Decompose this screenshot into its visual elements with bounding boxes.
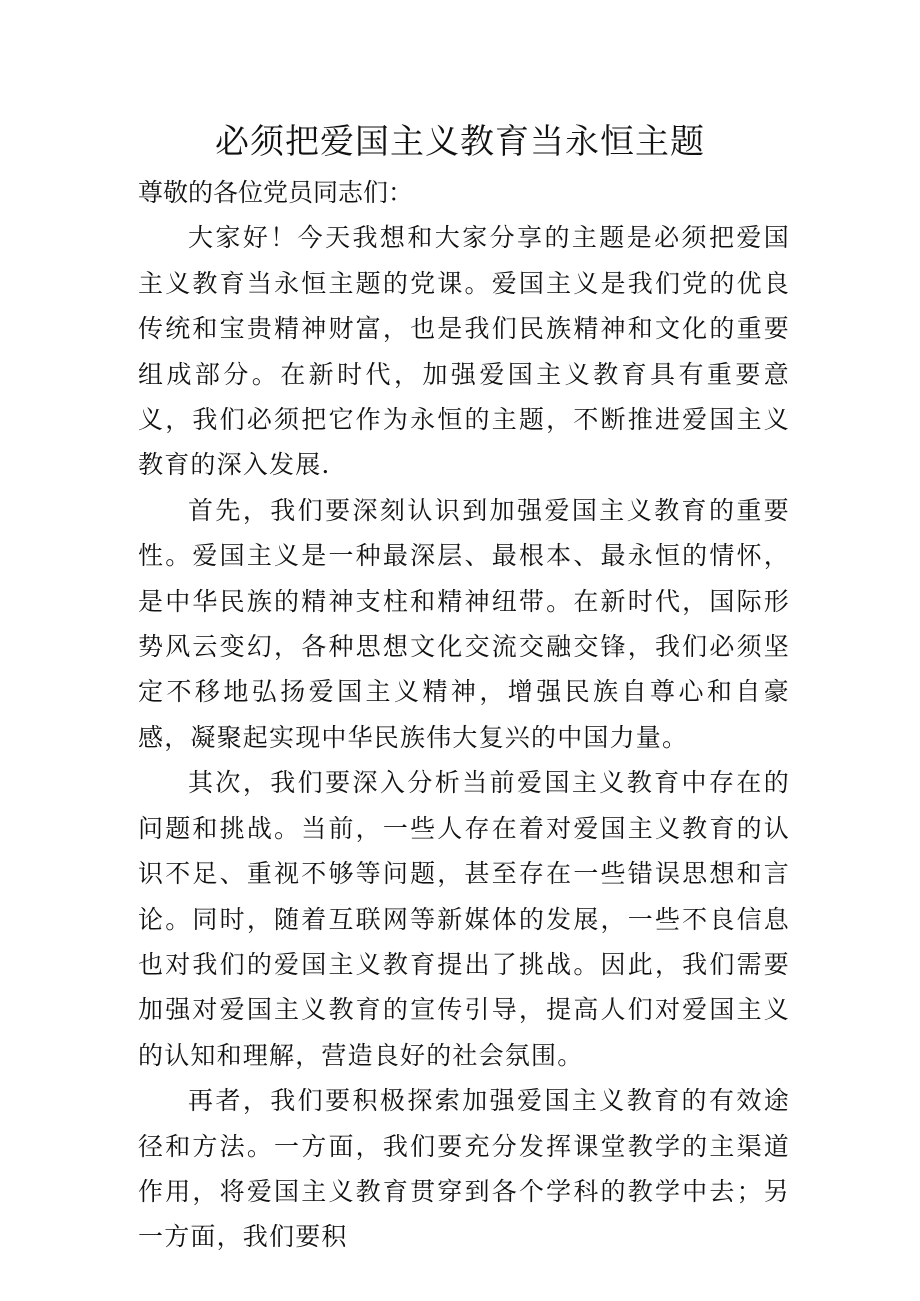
document-body — [138, 170, 790, 1260]
paragraph-greeting: 大家好！今天我想和大家分享的主题是必须把爱国主义教育当永恒主题的党课。爱国主义是我们党的优良传统和宝贵精神财富，也是我们民族精神和文化的重要组成部分。在新时代，加强爱国主义教育具有重要意义，我们必须把它作为永恒的主题，不断推进爱国主义教育的深入发展. — [138, 223, 790, 480]
paragraph-first-point: 首先，我们要深刻认识到加强爱国主义教育的重要性。爱国主义是一种最深层、最根本、最永恒的情怀，是中华民族的精神支柱和精神纽带。在新时代，国际形势风云变幻，各种思想文化交流交融交锋，我们必须坚定不移地弘扬爱国主义精神，增强民族自尊心和自豪感，凝聚起实现中华民族伟大复兴的中国力量。 — [138, 495, 790, 752]
salutation: 尊敬的各位党员同志们： — [138, 178, 414, 207]
paragraph-third-point: 再者，我们要积极探索加强爱国主义教育的有效途径和方法。一方面，我们要充分发挥课堂教学的主渠道作用，将爱国主义教育贯穿到各个学科的教学中去；另一方面，我们要积 — [138, 1086, 790, 1252]
document-title: 必须把爱国主义教育当永恒主题 — [215, 122, 705, 162]
paragraph-second-point: 其次，我们要深入分析当前爱国主义教育中存在的问题和挑战。当前，一些人存在着对爱国主义教育的认识不足、重视不够等问题，甚至存在一些错误思想和言论。同时，随着互联网等新媒体的发展，一些不良信息也对我们的爱国主义教育提出了挑战。因此，我们需要加强对爱国主义教育的宣传引导，提高人们对爱国主义的认知和理解，营造良好的社会氛围。 — [138, 768, 790, 1070]
